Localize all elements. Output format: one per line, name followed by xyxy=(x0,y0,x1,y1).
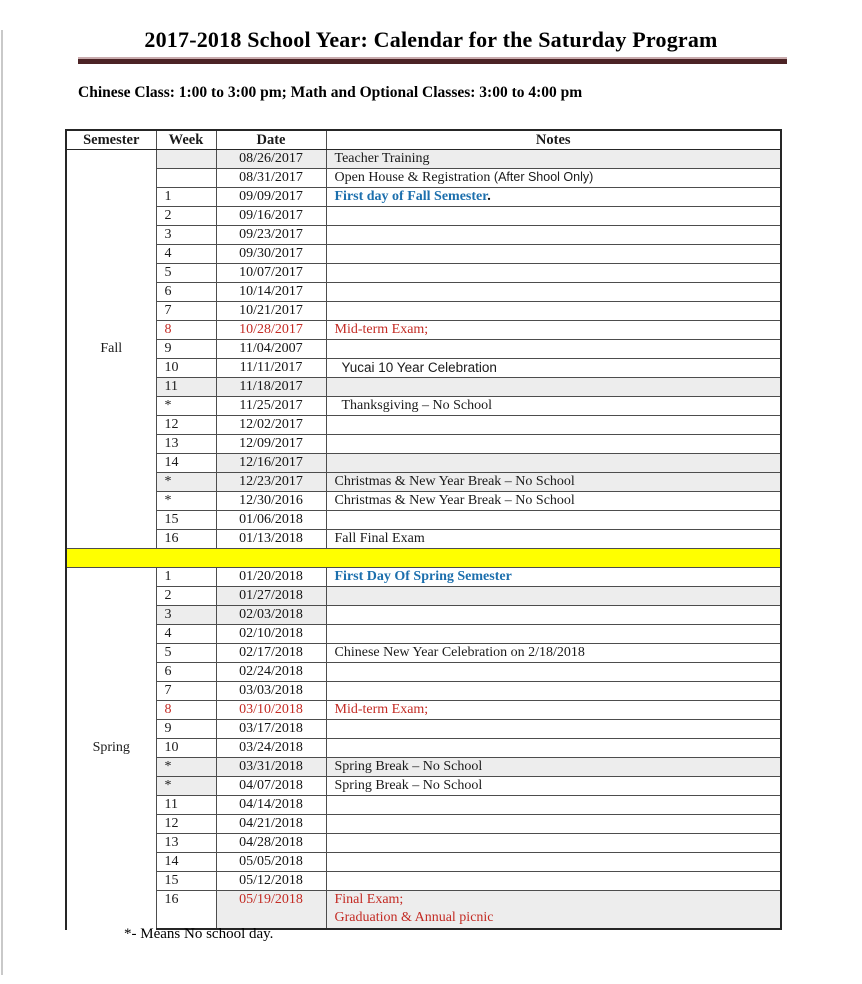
note-text: Christmas & New Year Break – No School xyxy=(334,474,575,489)
week-cell: 14 xyxy=(156,853,216,872)
separator-cell xyxy=(66,549,781,568)
calendar-table xyxy=(65,129,782,930)
date-cell: 05/12/2018 xyxy=(216,872,326,891)
note-text: First day of Fall Semester xyxy=(334,189,488,204)
note-text: Fall Final Exam xyxy=(334,531,425,546)
title-accent-rule xyxy=(78,57,787,64)
table-row xyxy=(66,264,781,283)
notes-cell xyxy=(326,359,781,378)
notes-cell xyxy=(326,644,781,663)
week-cell: 14 xyxy=(156,454,216,473)
column-header-semester: Semester xyxy=(66,130,156,150)
week-cell: * xyxy=(156,777,216,796)
note-text: Graduation & Annual picnic xyxy=(334,910,494,925)
week-cell: 4 xyxy=(156,625,216,644)
note-text: Mid-term Exam; xyxy=(334,702,429,717)
table-row xyxy=(66,796,781,815)
notes-cell xyxy=(326,454,781,473)
date-cell: 04/14/2018 xyxy=(216,796,326,815)
week-cell: 8 xyxy=(156,701,216,720)
table-row xyxy=(66,777,781,796)
notes-cell xyxy=(326,720,781,739)
note-text: First Day Of Spring Semester xyxy=(334,569,512,584)
week-cell: 5 xyxy=(156,644,216,663)
week-cell: 12 xyxy=(156,416,216,435)
week-cell: 7 xyxy=(156,682,216,701)
notes-cell xyxy=(326,302,781,321)
notes-cell xyxy=(326,682,781,701)
date-cell: 02/10/2018 xyxy=(216,625,326,644)
table-row xyxy=(66,834,781,853)
notes-cell xyxy=(326,283,781,302)
table-row xyxy=(66,492,781,511)
date-cell: 09/30/2017 xyxy=(216,245,326,264)
note-text: . xyxy=(487,189,491,204)
notes-cell xyxy=(326,378,781,397)
week-cell: 4 xyxy=(156,245,216,264)
week-cell xyxy=(156,169,216,188)
table-row xyxy=(66,587,781,606)
note-text: Christmas & New Year Break – No School xyxy=(334,493,575,508)
page-title: 2017-2018 School Year: Calendar for the Saturday Program xyxy=(144,27,718,52)
date-cell: 12/23/2017 xyxy=(216,473,326,492)
week-cell: 1 xyxy=(156,568,216,587)
notes-cell xyxy=(326,397,781,416)
table-row xyxy=(66,720,781,739)
date-cell: 09/16/2017 xyxy=(216,207,326,226)
table-row xyxy=(66,435,781,454)
notes-cell xyxy=(326,416,781,435)
date-cell: 12/02/2017 xyxy=(216,416,326,435)
week-cell xyxy=(156,150,216,169)
table-row xyxy=(66,891,781,930)
notes-cell xyxy=(326,777,781,796)
date-cell: 01/27/2018 xyxy=(216,587,326,606)
table-row xyxy=(66,663,781,682)
week-cell: 13 xyxy=(156,834,216,853)
note-text: Spring Break – No School xyxy=(334,759,483,774)
note-text: Mid-term Exam; xyxy=(334,322,429,337)
date-cell: 10/28/2017 xyxy=(216,321,326,340)
footnote: *- Means No school day. xyxy=(124,926,274,942)
table-row xyxy=(66,283,781,302)
date-cell: 03/17/2018 xyxy=(216,720,326,739)
week-cell: 2 xyxy=(156,587,216,606)
separator-row xyxy=(66,549,781,568)
notes-cell xyxy=(326,321,781,340)
notes-cell xyxy=(326,815,781,834)
note-text: Yucai 10 Year Celebration xyxy=(341,359,497,375)
table-row xyxy=(66,682,781,701)
table-row xyxy=(66,815,781,834)
calendar-table-wrap xyxy=(65,129,782,930)
week-cell: 9 xyxy=(156,340,216,359)
week-cell: 6 xyxy=(156,663,216,682)
notes-cell xyxy=(326,188,781,207)
notes-cell xyxy=(326,587,781,606)
notes-cell xyxy=(326,568,781,587)
week-cell: * xyxy=(156,758,216,777)
notes-cell xyxy=(326,891,781,930)
date-cell: 11/18/2017 xyxy=(216,378,326,397)
table-row xyxy=(66,530,781,549)
note-text: (After Shool Only) xyxy=(493,170,594,184)
table-row xyxy=(66,606,781,625)
week-cell: 11 xyxy=(156,796,216,815)
note-text: Chinese New Year Celebration on 2/18/2018 xyxy=(334,645,585,660)
table-row xyxy=(66,644,781,663)
week-cell: 16 xyxy=(156,530,216,549)
week-cell: 13 xyxy=(156,435,216,454)
date-cell: 02/03/2018 xyxy=(216,606,326,625)
note-text: Teacher Training xyxy=(334,151,430,166)
week-cell: 6 xyxy=(156,283,216,302)
week-cell: 3 xyxy=(156,606,216,625)
date-cell: 09/23/2017 xyxy=(216,226,326,245)
date-cell: 03/03/2018 xyxy=(216,682,326,701)
notes-cell xyxy=(326,663,781,682)
date-cell: 11/25/2017 xyxy=(216,397,326,416)
column-header-date: Date xyxy=(216,130,326,150)
notes-cell xyxy=(326,473,781,492)
date-cell: 10/07/2017 xyxy=(216,264,326,283)
week-cell: 3 xyxy=(156,226,216,245)
week-cell: 11 xyxy=(156,378,216,397)
column-header-notes: Notes xyxy=(326,130,781,150)
notes-cell xyxy=(326,701,781,720)
notes-cell xyxy=(326,625,781,644)
table-row xyxy=(66,625,781,644)
table-row xyxy=(66,853,781,872)
column-header-week: Week xyxy=(156,130,216,150)
notes-cell xyxy=(326,264,781,283)
table-row xyxy=(66,378,781,397)
notes-cell xyxy=(326,872,781,891)
table-row xyxy=(66,150,781,169)
notes-cell xyxy=(326,834,781,853)
notes-cell xyxy=(326,169,781,188)
notes-cell xyxy=(326,150,781,169)
date-cell: 12/16/2017 xyxy=(216,454,326,473)
notes-cell xyxy=(326,853,781,872)
notes-cell xyxy=(326,226,781,245)
week-cell: 12 xyxy=(156,815,216,834)
week-cell: 16 xyxy=(156,891,216,930)
table-row xyxy=(66,511,781,530)
date-cell: 01/13/2018 xyxy=(216,530,326,549)
date-cell: 11/11/2017 xyxy=(216,359,326,378)
table-row xyxy=(66,758,781,777)
table-row xyxy=(66,454,781,473)
week-cell: 10 xyxy=(156,739,216,758)
semester-cell: Spring xyxy=(66,568,156,930)
table-row xyxy=(66,473,781,492)
date-cell: 02/24/2018 xyxy=(216,663,326,682)
calendar-body xyxy=(66,150,781,930)
date-cell: 01/20/2018 xyxy=(216,568,326,587)
semester-cell: Fall xyxy=(66,150,156,549)
week-cell: 2 xyxy=(156,207,216,226)
date-cell: 01/06/2018 xyxy=(216,511,326,530)
note-text: Final Exam; xyxy=(334,892,404,907)
week-cell: 5 xyxy=(156,264,216,283)
table-row xyxy=(66,416,781,435)
week-cell: 7 xyxy=(156,302,216,321)
date-cell: 02/17/2018 xyxy=(216,644,326,663)
date-cell: 10/14/2017 xyxy=(216,283,326,302)
table-row xyxy=(66,302,781,321)
week-cell: 15 xyxy=(156,511,216,530)
table-row xyxy=(66,397,781,416)
week-cell: * xyxy=(156,492,216,511)
table-row xyxy=(66,568,781,587)
class-times-subtitle: Chinese Class: 1:00 to 3:00 pm; Math and Optional Classes: 3:00 to 4:00 pm xyxy=(78,84,583,101)
date-cell: 03/24/2018 xyxy=(216,739,326,758)
date-cell: 10/21/2017 xyxy=(216,302,326,321)
notes-cell xyxy=(326,796,781,815)
week-cell: * xyxy=(156,397,216,416)
week-cell: 9 xyxy=(156,720,216,739)
notes-cell xyxy=(326,758,781,777)
date-cell: 11/04/2007 xyxy=(216,340,326,359)
table-row xyxy=(66,226,781,245)
table-row xyxy=(66,359,781,378)
table-row xyxy=(66,340,781,359)
date-cell: 08/31/2017 xyxy=(216,169,326,188)
scan-artifact-line xyxy=(1,30,3,975)
date-cell: 04/07/2018 xyxy=(216,777,326,796)
table-row xyxy=(66,169,781,188)
week-cell: 15 xyxy=(156,872,216,891)
date-cell: 08/26/2017 xyxy=(216,150,326,169)
date-cell: 05/05/2018 xyxy=(216,853,326,872)
date-cell: 04/21/2018 xyxy=(216,815,326,834)
week-cell: * xyxy=(156,473,216,492)
date-cell: 03/10/2018 xyxy=(216,701,326,720)
table-row xyxy=(66,872,781,891)
date-cell: 04/28/2018 xyxy=(216,834,326,853)
date-cell: 12/09/2017 xyxy=(216,435,326,454)
notes-cell xyxy=(326,739,781,758)
notes-cell xyxy=(326,207,781,226)
notes-cell xyxy=(326,511,781,530)
notes-cell xyxy=(326,435,781,454)
table-row xyxy=(66,245,781,264)
date-cell: 12/30/2016 xyxy=(216,492,326,511)
note-text: Spring Break – No School xyxy=(334,778,483,793)
notes-cell xyxy=(326,606,781,625)
header-row xyxy=(66,130,781,150)
notes-cell xyxy=(326,492,781,511)
table-row xyxy=(66,207,781,226)
note-text: Thanksgiving – No School xyxy=(341,398,492,413)
date-cell: 05/19/2018 xyxy=(216,891,326,930)
date-cell: 09/09/2017 xyxy=(216,188,326,207)
notes-cell xyxy=(326,245,781,264)
week-cell: 10 xyxy=(156,359,216,378)
date-cell: 03/31/2018 xyxy=(216,758,326,777)
note-text: Open House & Registration xyxy=(334,170,494,185)
table-row xyxy=(66,739,781,758)
table-row xyxy=(66,701,781,720)
table-row xyxy=(66,188,781,207)
notes-cell xyxy=(326,340,781,359)
week-cell: 8 xyxy=(156,321,216,340)
table-row xyxy=(66,321,781,340)
week-cell: 1 xyxy=(156,188,216,207)
notes-cell xyxy=(326,530,781,549)
